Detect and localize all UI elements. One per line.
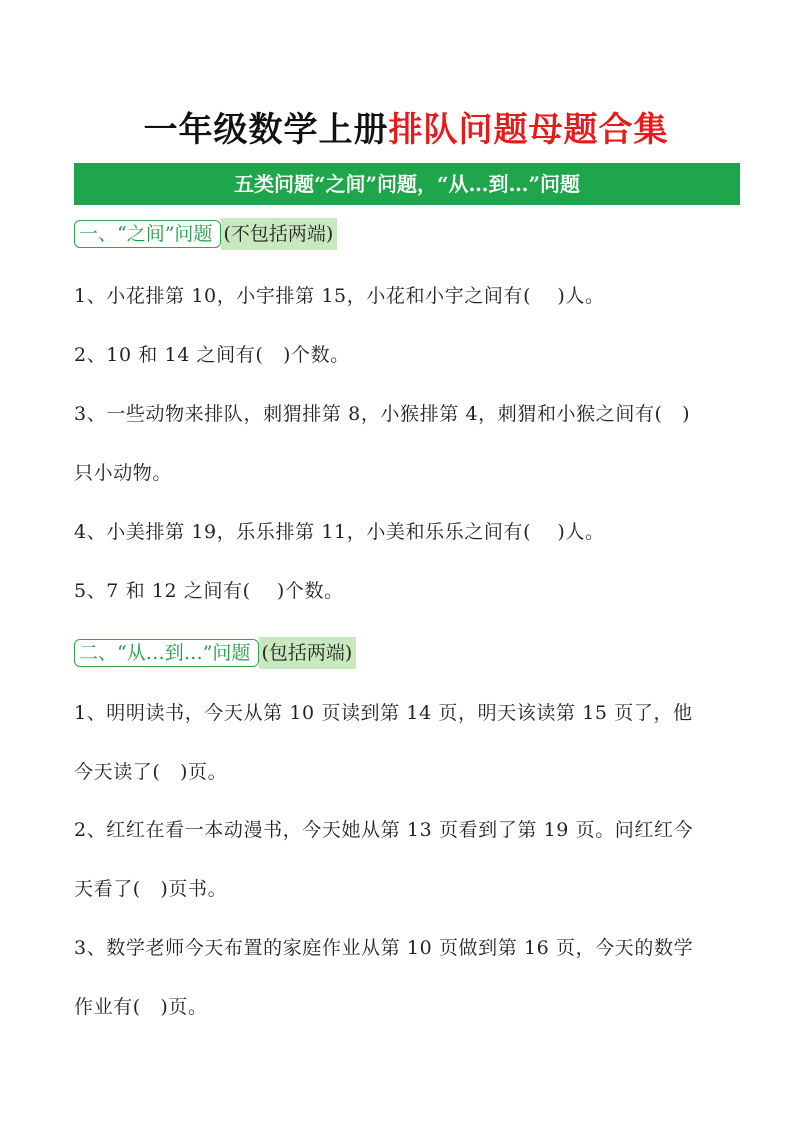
problem-line: 1、小花排第 10，小宇排第 15，小花和小宇之间有( )人。 xyxy=(74,285,605,307)
problem-line: 只小动物。 xyxy=(74,462,173,484)
problem-line: 5、7 和 12 之间有( )个数。 xyxy=(74,580,344,602)
section-2-note: (包括两端) xyxy=(259,637,356,669)
section-2-label: 二、“从…到…”问题 xyxy=(74,639,259,667)
problem-line: 3、数学老师今天布置的家庭作业从第 10 页做到第 16 页，今天的数学 xyxy=(74,937,694,959)
page-title-main: 一年级数学上册 xyxy=(143,110,389,150)
page-title-highlight: 排队问题母题合集 xyxy=(388,110,669,150)
section-1-label: 一、“之间”问题 xyxy=(74,220,221,248)
problem-line: 4、小美排第 19，乐乐排第 11，小美和乐乐之间有( )人。 xyxy=(74,521,605,543)
section-1-header xyxy=(74,218,337,250)
page-title xyxy=(0,106,812,154)
section-1-note: (不包括两端) xyxy=(221,218,337,250)
problem-line: 2、红红在看一本动漫书，今天她从第 13 页看到了第 19 页。问红红今 xyxy=(74,819,694,841)
problem-line: 3、一些动物来排队，刺猬排第 8，小猴排第 4，刺猬和小猴之间有( ) xyxy=(74,403,691,425)
problem-line: 1、明明读书，今天从第 10 页读到第 14 页，明天该读第 15 页了，他 xyxy=(74,702,693,724)
problem-line: 作业有( )页。 xyxy=(74,996,208,1018)
problem-line: 天看了( )页书。 xyxy=(74,878,228,900)
problem-line: 2、10 和 14 之间有( )个数。 xyxy=(74,344,350,366)
problem-line: 今天读了( )页。 xyxy=(74,761,228,783)
topic-banner: 五类问题“之间”问题，“从…到…”问题 xyxy=(74,163,740,205)
section-2-header xyxy=(74,637,356,669)
